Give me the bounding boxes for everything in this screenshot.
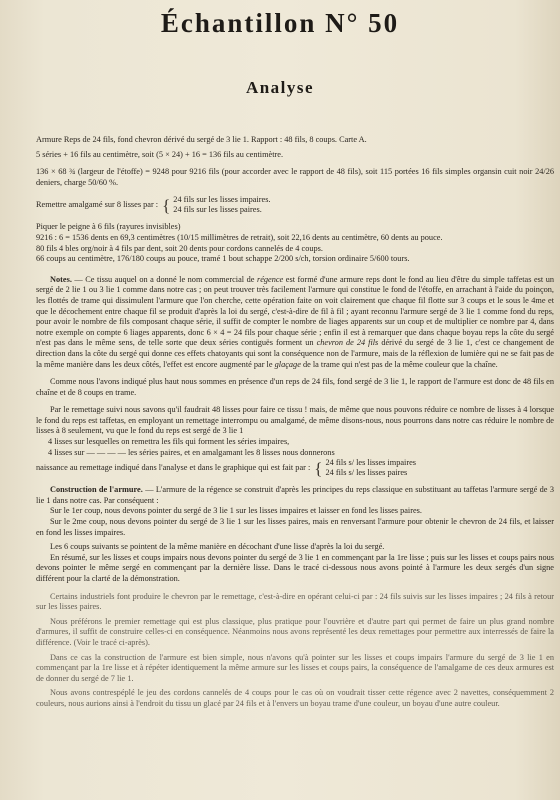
brace-symbol: { (314, 458, 323, 478)
paragraph-construction-simple: Dans ce cas la construction de l'armure est bien simple, nous n'avons qu'à pointer sur les lisses et coups impairs l'armure du sergé de 3 lie 1 en commençant par la 1re lisse et à répéter identiquement la même armure sur les lisses et coups pairs, la conséquence de l'amalgame de ces deux armures est de donner du sergé de 7 lie 1. (36, 652, 554, 683)
remettre-lead: Remettre amalgamé sur 8 lisses par : (36, 200, 159, 210)
remettage-side-note: et en amalgamant les 8 lisses nous donnerons (184, 447, 335, 457)
page-title: Échantillon N° 50 (160, 8, 400, 38)
paragraph-remettage: Par le remettage suivi nous savons qu'il faudrait 48 lisses pour faire ce tissu ! mais, de même que nous pouvons réduire ce nombre de lisses à 4 lorsque le fond du reps est taffetas, en employant un remettage interrompu ou amalgamé, de même disons-nous, nous pourrons dans notre cas réduire le nombre de lisses à 8 seulement, vu que le fond du reps est sergé de 3 lie 1 (36, 405, 554, 436)
construction-coup-1: Sur le 1er coup, nous devons pointer du sergé de 3 lie 1 sur les lisses impaires et laisser en fond les lisses paires. (50, 506, 422, 516)
remettage-final-lead: naissance au remettage indiqué dans l'analyse et dans le graphique qui est fait par : (36, 462, 311, 472)
construction-paragraph (36, 485, 554, 506)
remettre-item: 24 fils sur les lisses impaires. (173, 195, 271, 205)
paragraph-rapport: Comme nous l'avons indiqué plus haut nous sommes en présence d'un reps de 24 fils, fond sergé de 3 lie 1, le rapport de l'armure est donc de 48 fils en chaîne et de 8 coups en trame. (36, 377, 554, 397)
construction-label: Construction de l'armure. (50, 485, 143, 495)
remettre-item: 24 fils sur les lisses paires. (173, 205, 262, 215)
spec-dents: 9216 : 6 = 1536 dents en 69,3 centimètres (10/15 millimètres de retrait), soit 22,16 dents au centimètre, 60 dents au pouce. (36, 232, 443, 242)
notes-text-2: dérivé du sergé de 3 lie 1, c'est ce changement de direction dans la côte du sergé qui donne ces effets chatoyants qui sont la conséquence non de l'armure, mais de la réflexion de lumière qui ne se fait pas de la même manière dans les deux côtés, l'effet est encore augmenté par le (36, 338, 554, 369)
remettage-final-group (36, 458, 554, 478)
notes-term-glacage: glaçage (274, 359, 301, 369)
notes-paragraph (36, 275, 554, 370)
spec-fils-org: 80 fils 4 bles org/noir à 4 fils par dent, soit 20 dents pour cordons cannelés de 4 coups. (36, 243, 323, 253)
spec-series: 5 séries + 16 fils au centimètre, soit (5 × 24) + 16 = 136 fils au centimètre. (36, 149, 284, 159)
spec-calc: 136 × 68 ¾ (largeur de l'étoffe) = 9248 pour 9216 fils (pour accorder avec le rapport de 48 fils), soit 115 portées 16 fils simples organsin cuit noir 24/26 deniers, charge 50/60 %. (36, 167, 554, 187)
paragraph-industriels: Certains industriels font produire le chevron par le remettage, c'est-à-dire en opérant celui-ci par : 24 fils suivis sur les lisses impaires ; 24 fils à retour sur les lisses paires. (36, 591, 554, 612)
spec-piquer: Piquer le peigne à 6 fils (rayures invisibles) (36, 222, 181, 232)
paragraph-preference: Nous préférons le premier remettage qui est plus classique, plus pratique pour l'ouvrière et d'autre part qui permet de faire un plus grand nombre d'armures, il suffit de construire celles-ci en conséquence. Néanmoins nous avons représenté les deux remettages pour permettre aux interressés de faire la différence. (Voir le tracé ci-après). (36, 616, 554, 647)
section-heading: Analyse (245, 78, 315, 97)
analysis-body (36, 135, 554, 710)
construction-coups-suivants: Les 6 coups suivants se pointent de la même manière en décochant d'une lisse d'après la loi du sergé. (50, 542, 385, 552)
remettage-final-item: 24 fils s/ les lisses paires (325, 468, 408, 478)
construction-coup-2: Sur le 2me coup, nous devons pointer du sergé de 3 lie 1 sur les lisses paires, mais en renversant l'armure pour obtenir le chevron de 24 fils, et laisser en fond les lisses impaires. (36, 517, 554, 537)
notes-term-regence: régence (256, 274, 284, 284)
remettage-final-item: 24 fils s/ les lisses impaires (325, 458, 417, 468)
construction-resume: En résumé, sur les lisses et coups impairs nous devons pointer du sergé de 3 lie 1 en commençant par la 1re lisse ; puis sur les lisses et coups pairs nous devons pointer le même sergé en commençant par la dernière lisse. Dans le tracé ci-dessous nous avons pointé à l'armure les deux sergés d'un signe différent pour la clarté de la démonstration. (36, 552, 554, 583)
remettage-line-b (36, 448, 554, 459)
spec-armure: Armure Reps de 24 fils, fond chevron dérivé du sergé de 3 lie 1. Rapport : 48 fils, 8 coups. Carte A. (36, 135, 367, 144)
remettage-line-a: 4 lisses sur lesquelles on remettra les fils qui forment les séries impaires, (48, 437, 290, 447)
remettage-line-b-lead: 4 lisses sur (48, 447, 85, 457)
construction-text: — L'armure de la régence se construit d'après les principes du reps classique en substituant au taffetas l'armure sergé de 3 lie 1 dans notre cas. Par conséquent : (36, 485, 554, 505)
notes-text-3: de la trame qui n'est pas de la même couleur que la chaîne. (302, 359, 498, 369)
paragraph-cordons: Nous avons contrespéplé le jeu des cordons cannelés de 4 coups pour le cas où on voudrait tisser cette régence avec 2 navettes, conséquemment 2 couleurs, nous aurions ainsi à l'endroit du tissu un glacé par 24 fils et à l'envers un boyau trame d'une couleur, un boyau d'une autre couleur. (36, 688, 554, 708)
remettage-final-list (325, 458, 416, 478)
notes-intro: — Ce tissu auquel on a donné le nom commercial de (74, 274, 255, 284)
brace-symbol: { (162, 195, 171, 215)
remettre-group (36, 195, 554, 215)
notes-label: Notes. (50, 274, 72, 284)
remettre-list (173, 195, 270, 215)
spec-coups: 66 coups au centimètre, 176/180 coups au pouce, tramé 1 bout schappe 2/200 s/ch, torsion ordinaire 5/600 tours. (36, 254, 410, 264)
remettage-line-b-end: les séries paires, (128, 447, 183, 457)
notes-text: est formé d'une armure reps dont le fond au lieu d'être du simple taffetas est un sergé de 2 lie 1 ou 3 lie 1 comme dans notre cas ; on peut trouver très facilement l'armure qui constitue le fond de l'étoffe, en arrachant à l'aide du poinçon, les flottés de trame qui dissimulent l'armure que l'on cherche, cette opération faite on voit clairement que chaque fil flotte sur 3 coups et le sous le 4me et que le décochement entre chaque fil se produit d'après la loi du sergé, c'est-à-dire de fil à fil ; ayant reconnu l'armure sergé de 3 lie 1 comme fond du reps, pour avoir le nombre de fils composant chaque série, il suffit de compter le nombre de liages apparents sur un coup et de multiplier ce nombre par 4, dans notre exemple on compte 6 liages apparents, donc 6 × 4 = 24 fils pour chaque série ; enfin il est à remarquer que dans chaque boyau reps la côte du sergé n'est pas dans le même sens, de telle sorte que deux séries contiguës forment un (36, 274, 555, 348)
remettage-dashes: — — — — (86, 447, 126, 457)
notes-term-chevron: chevron de 24 fils (316, 338, 379, 348)
